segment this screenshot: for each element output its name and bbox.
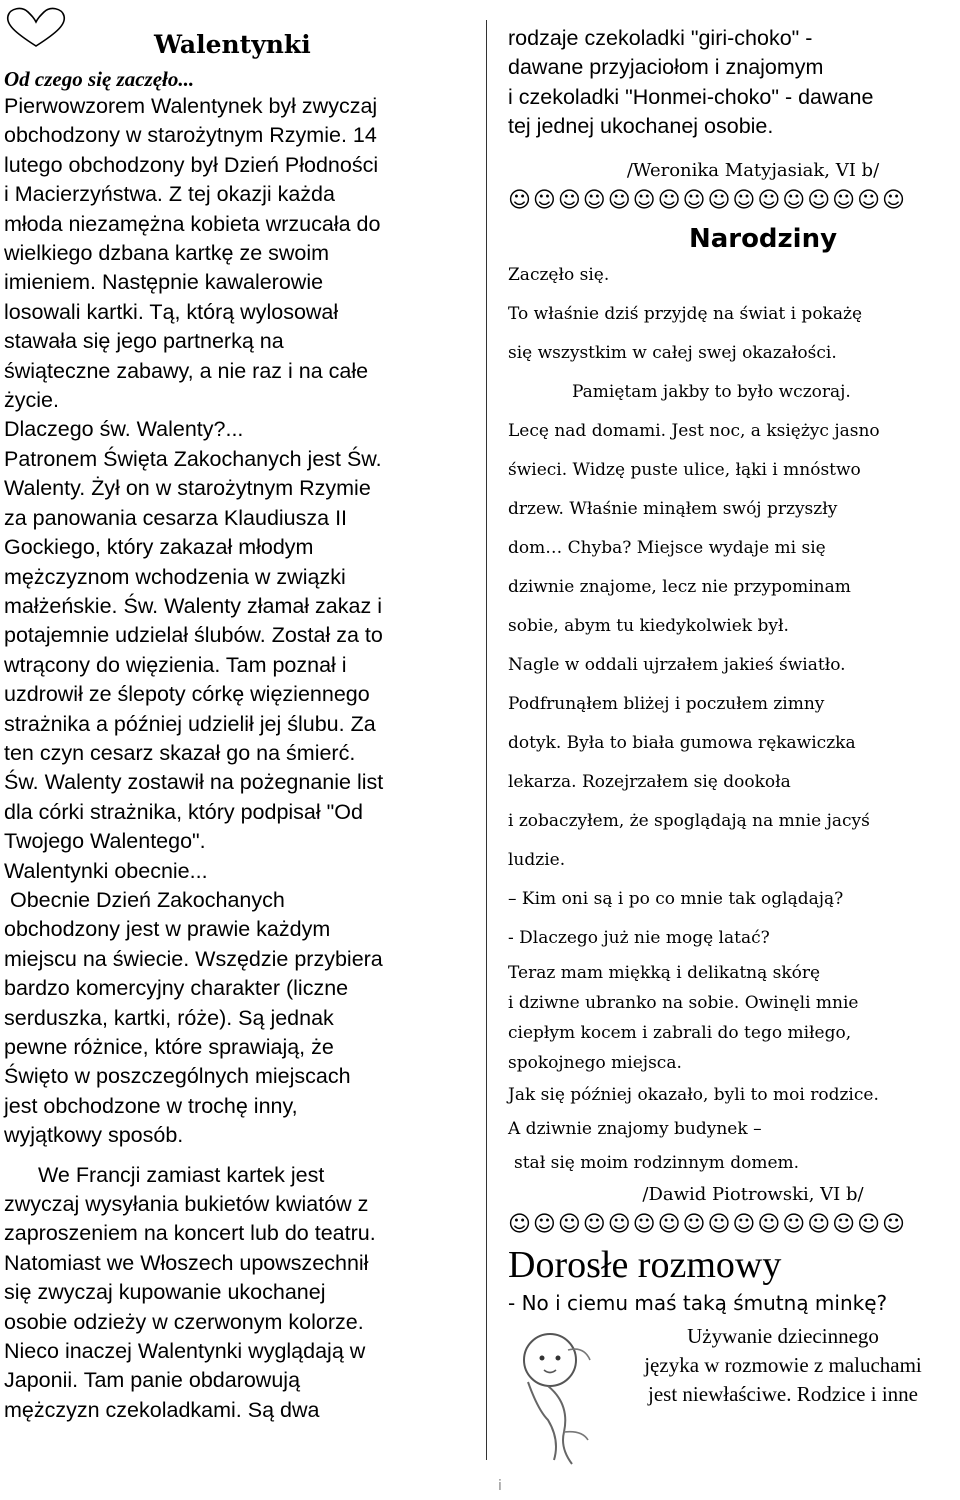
text-line: wielkiego dzbana kartkę ze swoim: [4, 241, 330, 266]
text-line: losowali kartki. Tą, którą wylosował: [4, 299, 339, 324]
poem-line: Nagle w oddali ujrzałem jakieś światło.: [508, 654, 846, 675]
text-line: zaproszeniem na koncert lub do teatru.: [4, 1221, 376, 1246]
text-line: bardzo komercyjny charakter (liczne: [4, 976, 349, 1001]
poem-line: lekarza. Rozejrzałem się dookoła: [508, 771, 791, 792]
baby-talk-quote: - No i ciemu maś taką śmutną minkę?: [508, 1290, 888, 1315]
text-line: się zwyczaj kupowanie ukochanej: [4, 1280, 326, 1305]
text-line: życie.: [4, 388, 59, 413]
poem-line: dziwnie znajome, lecz nie przypominam: [508, 576, 851, 597]
text-line: stawała się jego partnerką na: [4, 329, 284, 354]
text-line: Gockiego, który zakazał młodym: [4, 535, 314, 560]
section-heading-today: Walentynki obecnie...: [4, 858, 208, 883]
poem-line: Zaczęło się.: [508, 264, 610, 285]
poem-line: dom… Chyba? Miejsce wydaje mi się: [508, 537, 826, 558]
poem-line: stał się moim rodzinnym domem.: [514, 1152, 800, 1173]
text-line: jest obchodzone w trochę inny,: [4, 1093, 298, 1118]
poem-line: To właśnie dziś przyjdę na świat i pokażę: [508, 303, 863, 324]
poem-line: A dziwnie znajomy budynek –: [508, 1118, 762, 1139]
poem-line: Jak się później okazało, byli to moi rodzice.: [508, 1084, 879, 1105]
poem-line: spokojnego miejsca.: [508, 1052, 682, 1073]
text-line: We Francji zamiast kartek jest: [38, 1162, 325, 1187]
smiley-divider: ☺☺☺☺☺☺☺☺☺☺☺☺☺☺☺☺: [508, 187, 907, 213]
text-line: Natomiast we Włoszech upowszechnił: [4, 1250, 369, 1275]
text-line: Twojego Walentego".: [4, 829, 206, 854]
text-line: strażnika a później udzielił jej ślubu. Za: [4, 711, 376, 736]
text-line: za panowania cesarza Klaudiusza II: [4, 505, 348, 530]
text-line: jest niewłaściwe. Rodzice i inne: [648, 1382, 918, 1406]
text-line: rodzaje czekoladki "giri-choko" -: [508, 26, 813, 50]
smiley-divider: ☺☺☺☺☺☺☺☺☺☺☺☺☺☺☺☺: [508, 1211, 907, 1237]
text-line: dawane przyjaciołom i znajomym: [508, 55, 824, 80]
section-heading-origins: Od czego się zaczęło...: [4, 67, 195, 91]
text-line: lutego obchodzony był Dzień Płodności: [4, 152, 379, 177]
text-line: serduszka, kartki, róże). Są jednak: [4, 1005, 334, 1030]
text-line: tej jednej ukochanej osobie.: [508, 114, 774, 139]
text-line: wtrącony do więzienia. Tam poznał i: [4, 652, 347, 677]
text-line: i Macierzyństwa. Z tej okazji każda: [4, 182, 335, 207]
section-title-adult-talk: Dorosłe rozmowy: [508, 1243, 782, 1286]
text-line: ten czyn cesarz skazał go na śmierć.: [4, 740, 356, 765]
poem-line: ludzie.: [508, 849, 566, 870]
text-line: Używanie dziecinnego: [687, 1324, 879, 1348]
text-line: uzdrowił ze ślepoty córkę więziennego: [4, 682, 370, 707]
poem-line: – Kim oni są i po co mnie tak oglądają?: [508, 888, 844, 909]
adult-talk-text: [608, 1322, 958, 1409]
poem-line: dotyk. Była to biała gumowa rękawiczka: [508, 732, 856, 753]
article-title: Walentynki: [154, 30, 311, 59]
left-column: [4, 0, 474, 1425]
poem-line: - Dlaczego już nie mogę latać?: [508, 927, 770, 948]
text-line: obchodzony w starożytnym Rzymie. 14: [4, 123, 377, 148]
poem-line: sobie, abym tu kiedykolwiek był.: [508, 615, 789, 636]
text-line: młoda niezamężna kobieta wrzucała do: [4, 211, 381, 236]
text-line: mężczyzn czekoladkami. Są dwa: [4, 1397, 320, 1422]
text-line: dla córki strażnika, który podpisał "Od: [4, 799, 363, 824]
author-signature: /Weronika Matyjasiak, VI b/: [626, 159, 880, 181]
right-column: [508, 24, 958, 1318]
text-line: Patronem Święta Zakochanych jest Św.: [4, 446, 382, 471]
poem-line: ciepłym kocem i zabrali do tego miłego,: [508, 1022, 852, 1043]
footer-mark: i: [498, 1478, 502, 1494]
poem-line: Podfrunąłem bliżej i poczułem zimny: [508, 693, 825, 714]
poem-line: i zobaczyłem, że spoglądają na mnie jacyś: [508, 810, 870, 831]
text-line: potajemnie udzielał ślubów. Został za to: [4, 623, 383, 648]
text-line: Nieco inaczej Walentynki wyglądają w: [4, 1339, 366, 1364]
poem-line: i dziwne ubranko na sobie. Owinęli mnie: [508, 992, 859, 1013]
text-line: świąteczne zabawy, a nie raz i na całe: [4, 358, 369, 383]
section-heading-why-valentine: Dlaczego św. Walenty?...: [4, 417, 244, 442]
text-line: Święto w poszczególnych miejscach: [4, 1064, 351, 1089]
text-line: Obecnie Dzień Zakochanych: [4, 887, 285, 912]
text-line: Pierwowzorem Walentynek był zwyczaj: [4, 94, 378, 118]
text-line: i czekoladki "Honmei-choko" - dawane: [508, 84, 874, 109]
poem-line: drzew. Właśnie minąłem swój przyszły: [508, 498, 838, 519]
poem-line: Pamiętam jakby to było wczoraj.: [572, 381, 851, 402]
text-line: Św. Walenty zostawił na pożegnanie list: [4, 770, 384, 795]
text-line: zwyczaj wysyłania bukietów kwiatów z: [4, 1192, 369, 1217]
text-line: obchodzony jest w prawie każdym: [4, 917, 331, 942]
text-line: małżeńskie. Św. Walenty złamał zakaz i: [4, 593, 382, 618]
text-line: Japonii. Tam panie obdarowują: [4, 1368, 301, 1393]
poem-body: [508, 256, 958, 1180]
text-line: pewne różnice, które sprawiają, że: [4, 1035, 334, 1059]
text-line: imieniem. Następnie kawalerowie: [4, 270, 324, 295]
poem-line: Lecę nad domami. Jest noc, a księżyc jasno: [508, 420, 880, 441]
poem-line: Teraz mam miękką i delikatną skórę: [508, 962, 821, 983]
text-line: języka w rozmowie z maluchami: [644, 1353, 922, 1377]
author-signature: /Dawid Piotrowski, VI b/: [642, 1183, 864, 1205]
text-line: wyjątkowy sposób.: [4, 1123, 184, 1148]
text-line: Walenty. Żył on w starożytnym Rzymie: [4, 476, 371, 501]
baby-illustration-icon: [508, 1320, 608, 1470]
column-divider: [486, 20, 487, 1460]
section-origins-text: [4, 92, 474, 1425]
poem-title: Narodziny: [688, 223, 838, 254]
text-line: osobie odzieży w czerwonym kolorze.: [4, 1309, 364, 1334]
poem-line: świeci. Widzę puste ulice, łąki i mnóstwo: [508, 459, 861, 480]
poem-line: się wszystkim w całej swej okazałości.: [508, 342, 837, 363]
text-line: miejscu na świecie. Wszędzie przybiera: [4, 946, 383, 971]
text-line: mężczyznom wchodzenia w związki: [4, 564, 346, 589]
japan-continuation: [508, 24, 958, 142]
